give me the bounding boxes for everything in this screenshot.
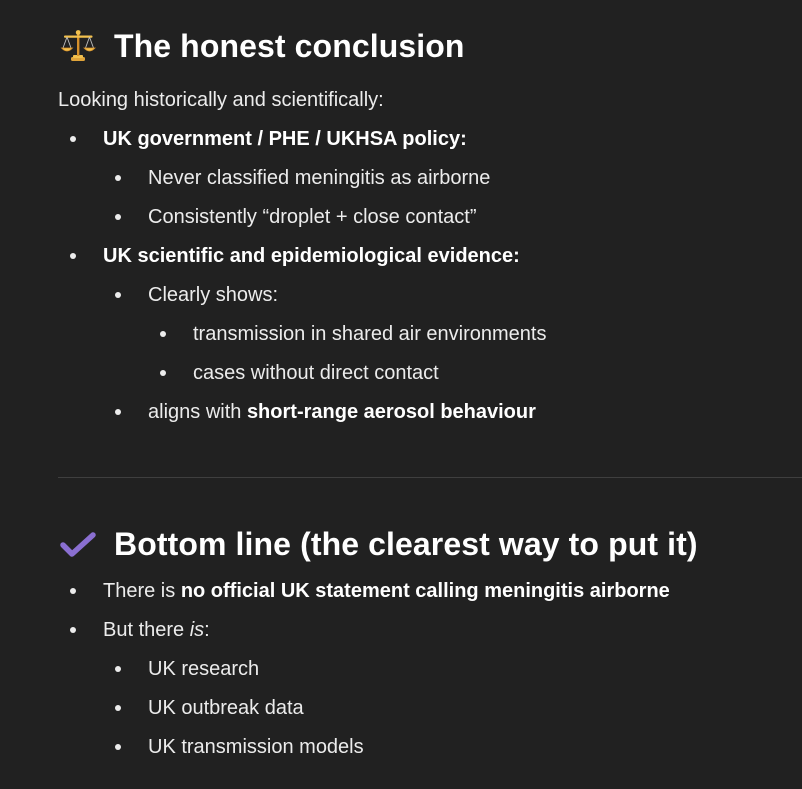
section-bottom-line	[58, 520, 802, 760]
list-item-text: Clearly shows:	[148, 284, 279, 306]
list-item-text: UK research	[148, 658, 260, 680]
section-divider	[58, 477, 802, 478]
bullet-icon	[115, 705, 121, 711]
bullet-icon	[70, 136, 76, 142]
bullet-icon	[115, 409, 121, 415]
sub-list	[103, 165, 802, 230]
list-item	[103, 165, 802, 191]
section-title: Bottom line (the clearest way to put it)	[114, 525, 698, 562]
list-item-text: Consistently “droplet + close contact”	[148, 206, 477, 228]
list-item-label: UK government / PHE / UKHSA policy:	[103, 128, 467, 150]
list-item-label: UK scientific and epidemiological evidence:	[103, 245, 520, 267]
bullet-icon	[70, 627, 76, 633]
section-heading	[58, 520, 802, 568]
sub-list	[103, 656, 802, 760]
list-item-suffix: :	[204, 619, 210, 641]
list-item-text: cases without direct contact	[193, 362, 439, 384]
intro-text: Looking historically and scientifically:	[58, 89, 384, 111]
bullet-icon	[160, 370, 166, 376]
bullet-icon	[70, 588, 76, 594]
list-item	[148, 321, 802, 347]
list-item	[103, 204, 802, 230]
list-item-text: UK transmission models	[148, 736, 364, 758]
bullet-icon	[115, 292, 121, 298]
bottom-line-list	[58, 578, 802, 760]
list-item	[103, 695, 802, 721]
section-title: The honest conclusion	[114, 27, 465, 64]
bullet-icon	[70, 253, 76, 259]
list-item	[103, 656, 802, 682]
list-item-text: Never classified meningitis as airborne	[148, 167, 491, 189]
balance-scale-icon	[58, 26, 98, 66]
section-heading	[58, 22, 802, 70]
list-item-emphasis: no official UK statement calling meningitis airborne	[180, 580, 670, 602]
conclusion-list	[58, 126, 802, 425]
bullet-icon	[115, 744, 121, 750]
list-item	[58, 243, 802, 425]
list-item	[103, 282, 802, 386]
list-item-emphasis: short-range aerosol behaviour	[246, 401, 536, 423]
list-item	[58, 617, 802, 760]
list-item-prefix: But there	[103, 619, 190, 641]
bullet-icon	[115, 175, 121, 181]
list-item	[103, 399, 802, 425]
list-item-prefix: There is	[103, 580, 181, 602]
bullet-icon	[160, 331, 166, 337]
bullet-icon	[115, 214, 121, 220]
list-item	[58, 126, 802, 230]
sub-list	[103, 282, 802, 425]
list-item-italic: is	[189, 619, 205, 641]
list-item	[148, 360, 802, 386]
section-honest-conclusion	[58, 22, 802, 425]
list-item-text: transmission in shared air environments	[193, 323, 547, 345]
sub-sub-list	[148, 321, 802, 386]
list-item-text: UK outbreak data	[148, 697, 304, 719]
list-item-prefix: aligns with	[148, 401, 247, 423]
list-item	[103, 734, 802, 760]
bullet-icon	[115, 666, 121, 672]
check-mark-icon	[58, 524, 98, 564]
list-item	[58, 578, 802, 604]
